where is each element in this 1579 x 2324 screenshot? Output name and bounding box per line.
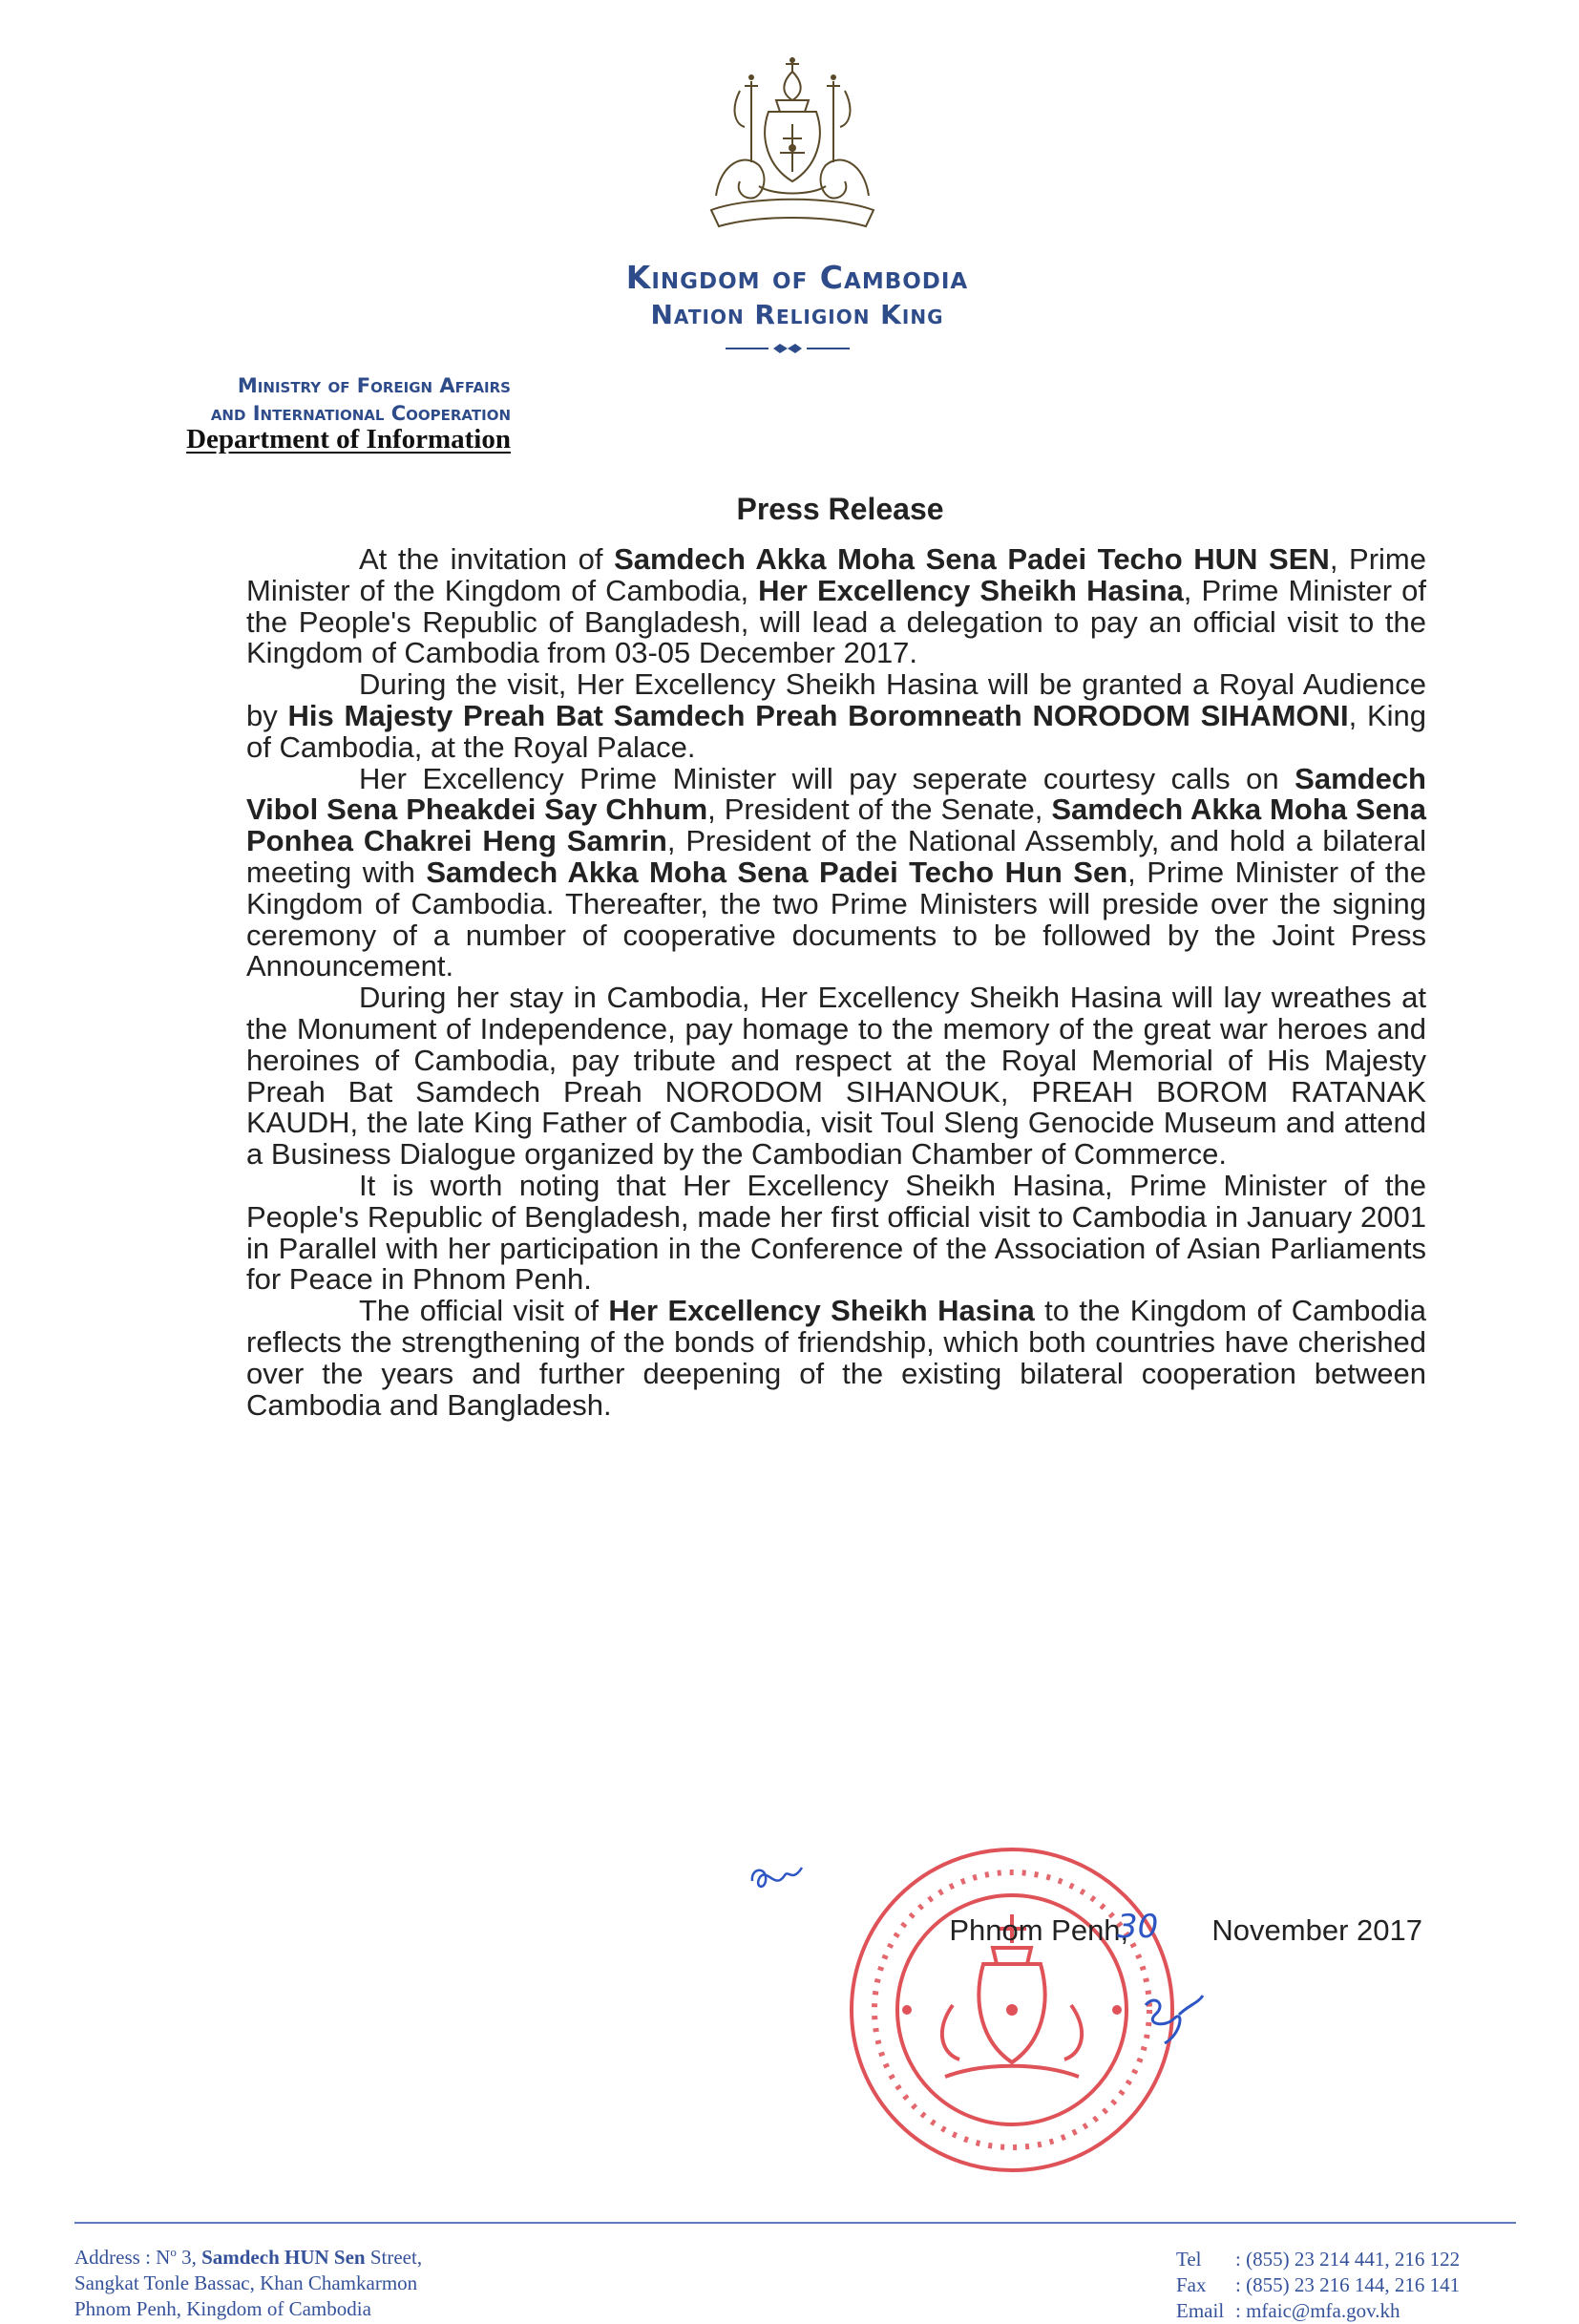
signature-icon — [1126, 1986, 1212, 2062]
text-run: The official visit of — [359, 1294, 609, 1328]
text-run: During her stay in Cambodia, Her Excellency Sheikh Hasina will lay wreathes at the Monument of Independence, pay homage to the memory of the great war heroes and heroines of Cambodia, pay tribute and respect at the Royal Memorial of His Majesty Preah Bat Samdech Preah NORODOM SIHANOUK, PREAH BOROM RATANAK KAUDH, the late King Father of Cambodia, visit Toul Sleng Genocide Museum and attend a Business Dialogue organized by the Cambodian Chamber of Commerce. — [246, 981, 1426, 1172]
ornament-divider-icon — [726, 342, 850, 355]
address-line-1: Address : $N^o$ 3, Samdech HUN Sen Street, — [74, 2245, 423, 2269]
email-link[interactable]: : mfaic@mfa.gov.kh — [1235, 2299, 1400, 2322]
text-run: , King of Cambodia, at the Royal Palace. — [246, 698, 1426, 764]
paragraph-5 — [246, 1168, 1426, 1297]
national-motto: Nation Religion King — [650, 299, 944, 330]
bold-name-run: Samdech Vibol Sena Pheakdei Say Chhum — [246, 761, 1426, 827]
address-line-2: Sangkat Tonle Bassac, Khan Chamkarmon — [74, 2271, 418, 2294]
paragraph-3 — [246, 761, 1426, 983]
contact-email: Email : mfaic@mfa.gov.kh — [1176, 2299, 1400, 2322]
text-run: During the visit, Her Excellency Sheikh Hasina will be granted a Royal Audience by — [246, 667, 1426, 732]
ministry-name — [57, 372, 511, 428]
bold-name-run: Her Excellency Sheikh Hasina — [608, 1294, 1035, 1328]
date-month-year: November 2017 — [1211, 1913, 1422, 1947]
royal-coat-of-arms-icon — [702, 53, 883, 239]
text-run: It is worth noting that Her Excellency Sheikh Hasina, Prime Minister of the People's Republic of Bengladesh, made her first official visit to Cambodia in January 2001 in Parallel with her participation in the Conference of the Association of Asian Parliaments for Peace in Phnom Penh. — [246, 1168, 1426, 1297]
date-line — [915, 1913, 1422, 1948]
department-name: Department of Information — [186, 424, 511, 454]
footer-divider — [74, 2222, 1516, 2224]
text-run: Her Excellency Prime Minister will pay seperate courtesy calls on — [359, 761, 1295, 795]
press-release-body — [246, 544, 1426, 1421]
document-title: Press Release — [736, 492, 944, 526]
address-line-3: Phnom Penh, Kingdom of Cambodia — [74, 2297, 371, 2320]
bold-name-run: Samdech Akka Moha Sena Padei Techo Hun Sen — [426, 855, 1128, 889]
text-run: , President of the Senate, — [707, 792, 1052, 827]
bold-name-run: Samdech Akka Moha Sena Padei Techo HUN SEN — [614, 542, 1330, 576]
kingdom-title: Kingdom of Cambodia — [625, 259, 969, 296]
text-run: , Prime Minister of the Kingdom of Cambodia, — [246, 542, 1426, 607]
text-run: to the Kingdom of Cambodia reflects the strengthening of the bonds of friendship, which both countries have cherished over the years and further deepening of the existing bilateral cooperation between Cambodia and Bangladesh. — [246, 1294, 1426, 1422]
contact-tel: Tel : (855) 23 214 441, 216 122 — [1176, 2248, 1461, 2271]
paragraph-4 — [246, 982, 1426, 1171]
contact-fax: Fax : (855) 23 216 144, 216 141 — [1176, 2273, 1461, 2296]
text-run: At the invitation of — [359, 542, 615, 576]
bold-name-run: Her Excellency Sheikh Hasina — [758, 573, 1184, 607]
contact-info — [1176, 2247, 1460, 2324]
bold-name-run: His Majesty Preah Bat Samdech Preah Boromneath NORODOM SIHAMONI — [287, 698, 1349, 732]
text-run: , Prime Minister of the Kingdom of Cambodia. Thereafter, the two Prime Ministers will preside over the signing ceremony of a number of cooperative documents to be followed by the Joint Press Announcement. — [246, 855, 1426, 983]
paragraph-2 — [246, 669, 1426, 763]
text-run: , Prime Minister of the People's Republic of Bangladesh, will lead a delegation to pay an official visit to the Kingdom of Cambodia from 03-05 December 2017. — [246, 573, 1426, 670]
text-run: , President of the National Assembly, and hold a bilateral meeting with — [246, 824, 1426, 889]
paragraph-6 — [246, 1296, 1426, 1421]
ministry-address — [74, 2239, 422, 2322]
date-place: Phnom Penh, — [949, 1913, 1129, 1947]
handwritten-initial-icon — [747, 1862, 806, 1894]
handwritten-day: 30 — [1117, 1908, 1159, 1946]
bold-name-run: Samdech Akka Moha Sena Ponhea Chakrei Heng Samrin — [246, 792, 1426, 858]
kingdom-heading — [535, 258, 1060, 332]
ministry-line-2: and International Cooperation — [210, 402, 511, 425]
paragraph-1 — [246, 544, 1426, 669]
ministry-line-1: Ministry of Foreign Affairs — [237, 374, 511, 397]
